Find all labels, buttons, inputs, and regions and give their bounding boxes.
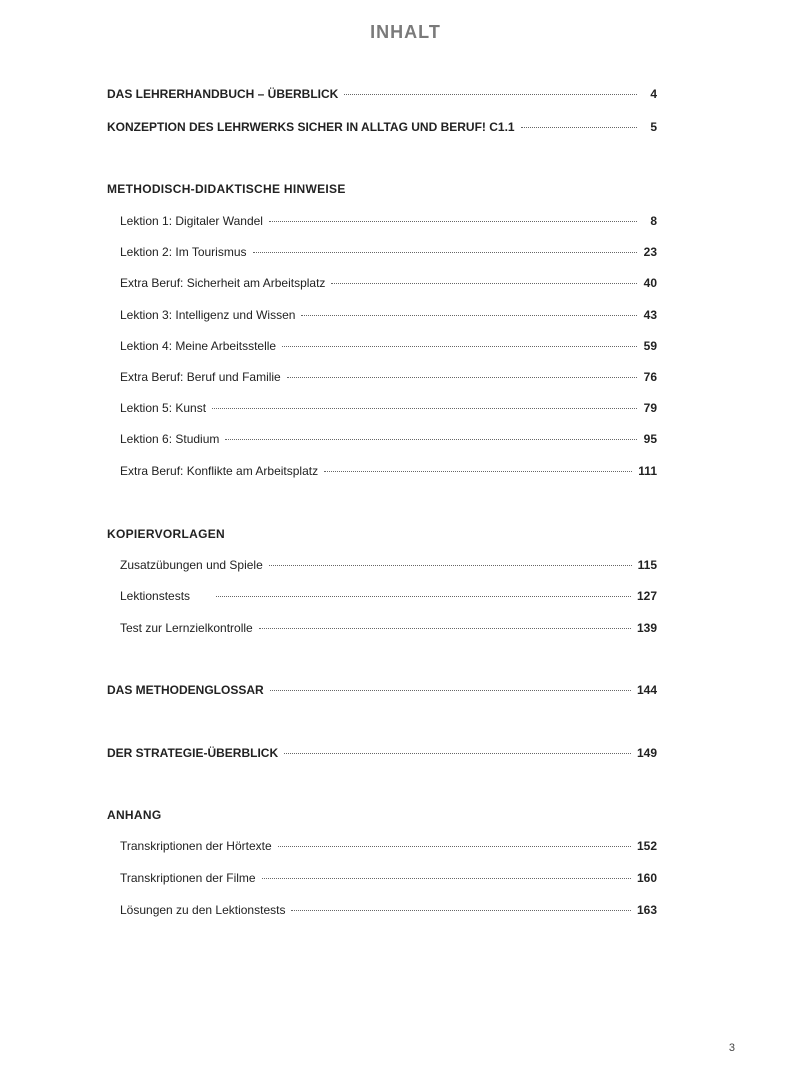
toc-entry-label: Transkriptionen der Filme [120, 871, 256, 885]
toc-entry-page: 8 [650, 214, 657, 228]
toc-entry-page: 23 [643, 245, 657, 259]
toc-entry-label: Lösungen zu den Lektionstests [120, 903, 286, 917]
toc-entry-page: 127 [636, 589, 657, 603]
toc-entry[interactable] [120, 838, 657, 854]
dot-leader [291, 910, 631, 911]
toc-entry[interactable] [120, 431, 657, 447]
toc-entry[interactable] [120, 870, 657, 886]
toc-entry[interactable] [120, 557, 657, 573]
toc-entry-page: 152 [636, 839, 657, 853]
dot-leader [225, 439, 637, 440]
dot-leader [262, 878, 631, 879]
toc-entry-label: KONZEPTION DES LEHRWERKS SICHER IN ALLTAG UND BERUF! C1.1 [107, 120, 515, 134]
section-heading-kopiervorlagen: KOPIERVORLAGEN [107, 527, 225, 541]
toc-entry[interactable] [120, 463, 657, 479]
dot-leader [324, 471, 632, 472]
toc-entry-label: Lektion 5: Kunst [120, 401, 207, 415]
toc-entry-page: 59 [643, 339, 657, 353]
toc-entry-page: 5 [650, 120, 657, 134]
dot-leader [269, 221, 637, 222]
page-number: 3 [728, 1042, 735, 1054]
toc-entry[interactable] [120, 620, 657, 636]
section-heading-hinweise: METHODISCH-DIDAKTISCHE HINWEISE [107, 182, 346, 196]
toc-entry[interactable] [120, 275, 657, 291]
toc-entry[interactable] [120, 902, 657, 918]
toc-entry[interactable] [120, 369, 657, 385]
dot-leader [253, 252, 638, 253]
toc-entry-label: Zusatzübungen und Spiele [120, 558, 263, 572]
toc-entry-page: 139 [636, 621, 657, 635]
dot-leader [270, 690, 631, 691]
toc-entry-label: Extra Beruf: Konflikte am Arbeitsplatz [120, 464, 319, 478]
toc-entry[interactable] [120, 213, 657, 229]
toc-entry[interactable] [120, 307, 657, 323]
toc-entry-label: DER STRATEGIE-ÜBERBLICK [107, 746, 279, 760]
toc-entry-strategie[interactable] [107, 745, 657, 761]
toc-entry-page: 43 [643, 308, 657, 322]
toc-entry-lehrerhandbuch[interactable] [107, 86, 657, 102]
toc-entry-label: DAS METHODENGLOSSAR [107, 683, 264, 697]
toc-entry-label: Lektionstests [120, 589, 191, 603]
dot-leader [212, 408, 637, 409]
toc-entry-label: Extra Beruf: Sicherheit am Arbeitsplatz [120, 276, 326, 290]
toc-entry-page: 95 [643, 432, 657, 446]
dot-leader [259, 628, 631, 629]
toc-entry-label: Lektion 6: Studium [120, 432, 220, 446]
toc-entry-page: 144 [636, 683, 657, 697]
toc-entry-page: 111 [638, 464, 657, 478]
toc-entry-page: 115 [637, 558, 657, 572]
toc-entry-page: 163 [636, 903, 657, 917]
dot-leader [301, 315, 637, 316]
toc-entry-label: DAS LEHRERHANDBUCH – ÜBERBLICK [107, 87, 339, 101]
dot-leader [521, 127, 637, 128]
toc-entry-label: Lektion 3: Intelligenz und Wissen [120, 308, 296, 322]
dot-leader [216, 596, 631, 597]
toc-entry-label: Test zur Lernzielkontrolle [120, 621, 253, 635]
toc-entry-konzeption[interactable] [107, 119, 657, 135]
dot-leader [284, 753, 631, 754]
toc-entry-label: Extra Beruf: Beruf und Familie [120, 370, 281, 384]
toc-entry[interactable] [120, 400, 657, 416]
toc-entry-page: 76 [643, 370, 657, 384]
toc-entry[interactable] [120, 338, 657, 354]
toc-entry-label: Lektion 4: Meine Arbeitsstelle [120, 339, 277, 353]
dot-leader [282, 346, 637, 347]
toc-entry-page: 149 [636, 746, 657, 760]
toc-entry[interactable] [120, 244, 657, 260]
toc-entry-page: 79 [643, 401, 657, 415]
dot-leader [331, 283, 637, 284]
toc-entry-page: 40 [643, 276, 657, 290]
dot-leader [278, 846, 631, 847]
dot-leader [287, 377, 637, 378]
dot-leader [344, 94, 637, 95]
section-heading-anhang: ANHANG [107, 808, 162, 822]
toc-entry-label: Transkriptionen der Hörtexte [120, 839, 272, 853]
toc-entry-label: Lektion 1: Digitaler Wandel [120, 214, 263, 228]
toc-entry-page: 4 [650, 87, 657, 101]
page-title: INHALT [370, 22, 441, 42]
toc-entry-methodenglossar[interactable] [107, 682, 657, 698]
dot-leader [269, 565, 632, 566]
toc-entry-label: Lektion 2: Im Tourismus [120, 245, 247, 259]
toc-entry-page: 160 [636, 871, 657, 885]
toc-entry[interactable] [120, 588, 657, 604]
